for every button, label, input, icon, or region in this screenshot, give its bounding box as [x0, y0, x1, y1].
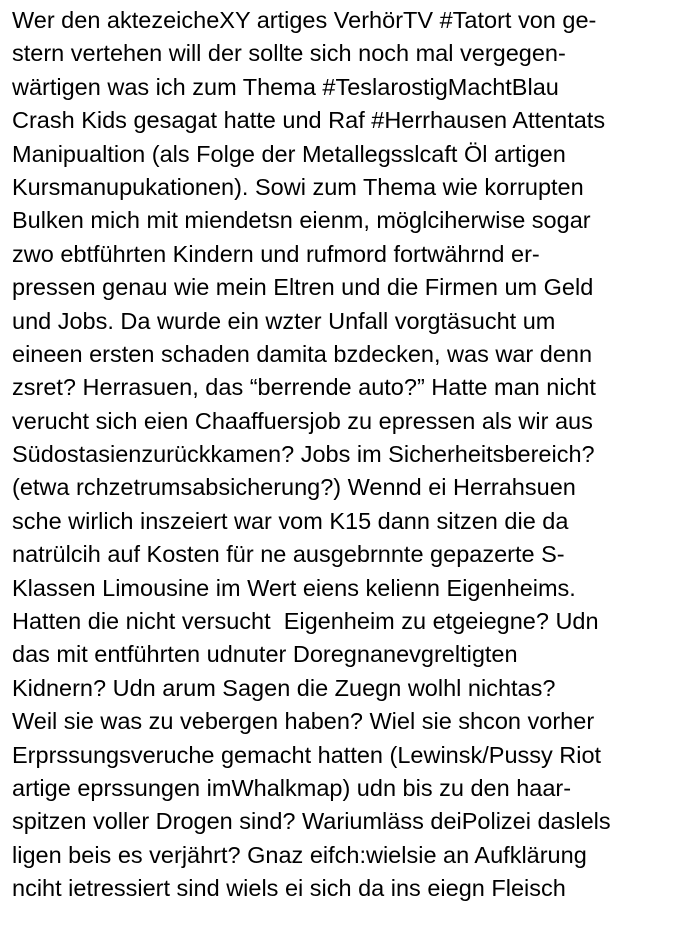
text-line: artige eprssungen imWhalkmap) udn bis zu den haar-: [12, 774, 572, 801]
text-line: zwo ebtführten Kindern und rufmord fortwährnd er-: [12, 240, 540, 267]
text-line: Klassen Limousine im Wert eiens kelienn Eigenheims.: [12, 574, 576, 601]
text-line: (etwa rchzetrumsabsicherung?) Wennd ei Herrahsuen: [12, 474, 576, 501]
text-line: eineen ersten schaden damita bzdecken, was war denn: [12, 340, 593, 367]
text-line: sche wirlich inszeiert war vom K15 dann sitzen die da: [12, 507, 569, 534]
text-line: Südostasienzurückkamen? Jobs im Sicherheitsbereich?: [12, 441, 595, 468]
text-line: Kidnern? Udn arum Sagen die Zuegn wolhl nichtas?: [12, 674, 556, 701]
text-line: pressen genau wie mein Eltren und die Firmen um Geld: [12, 274, 594, 301]
text-line: zsret? Herrasuen, das “berrende auto?” Hatte man nicht: [12, 374, 596, 401]
text-line: verucht sich eien Chaaffuersjob zu epressen als wir aus: [12, 407, 593, 434]
text-line: stern vertehen will der sollte sich noch mal vergegen-: [12, 40, 566, 67]
text-line: ligen beis es verjährt? Gnaz eifch:wielsie an Aufklärung: [12, 841, 587, 868]
text-line: Kursmanupukationen). Sowi zum Thema wie korrupten: [12, 173, 584, 200]
text-line: Wer den aktezeicheXY artiges VerhörTV #Tatort von ge-: [12, 7, 597, 33]
document-text-block: [12, 4, 680, 906]
text-line: nciht ietressiert sind wiels ei sich da ins eiegn Fleisch: [12, 875, 566, 902]
text-line: Hatten die nicht versucht Eigenheim zu etgeiegne? Udn: [12, 608, 599, 635]
text-line: das mit entführten udnuter Doregnanevgreltigten: [12, 641, 518, 668]
text-line: Crash Kids gesagat hatte und Raf #Herrhausen Attentats: [12, 107, 606, 134]
text-line: Weil sie was zu vebergen haben? Wiel sie shcon vorher: [12, 708, 595, 735]
text-line: Bulken mich mit miendetsn eienm, möglciherwise sogar: [12, 207, 591, 234]
text-line: natrülcih auf Kosten für ne ausgebrnnte gepazerte S-: [12, 541, 565, 568]
text-line: und Jobs. Da wurde ein wzter Unfall vorgtäsucht um: [12, 307, 556, 334]
text-line: wärtigen was ich zum Thema #TeslarostigMachtBlau: [12, 73, 559, 100]
text-line: Erprssungsveruche gemacht hatten (Lewinsk/Pussy Riot: [12, 741, 602, 768]
text-line: Manipualtion (als Folge der Metallegsslcaft Öl artigen: [12, 140, 566, 167]
text-line: spitzen voller Drogen sind? Wariumläss deiPolizei daslels: [12, 808, 611, 835]
